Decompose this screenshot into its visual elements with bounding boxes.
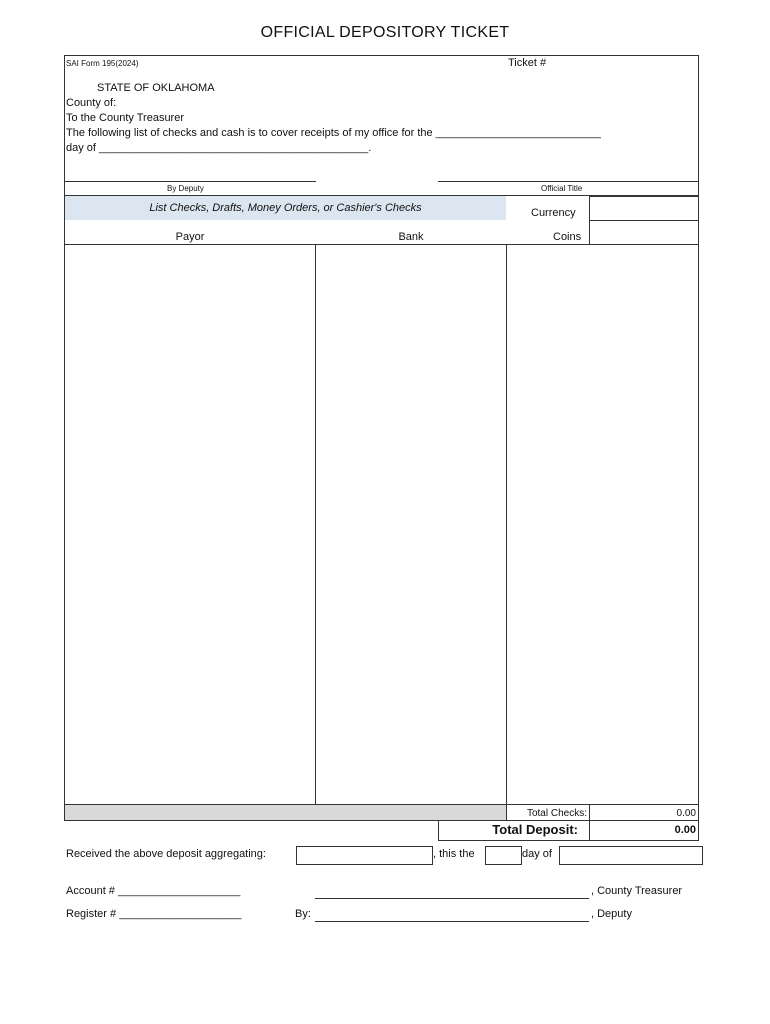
column-header-payor: Payor [175, 231, 205, 243]
by-label: By: [295, 908, 311, 920]
list-instructions-text: List Checks, Drafts, Money Orders, or Cashier's Checks [149, 202, 422, 214]
official-title-label: Official Title [541, 184, 583, 193]
currency-label: Currency [531, 207, 576, 219]
county-treasurer-signature-line[interactable] [315, 898, 589, 899]
county-treasurer-label: , County Treasurer [591, 885, 683, 897]
ticket-number-label: Ticket # [508, 57, 547, 69]
column-header-bank: Bank [398, 231, 424, 243]
by-deputy-label: By Deputy [167, 184, 204, 193]
coins-label: Coins [553, 231, 582, 243]
total-deposit-label: Total Deposit: [492, 822, 578, 837]
state-name: STATE OF OKLAHOMA [97, 82, 215, 94]
list-instructions-banner [65, 196, 506, 220]
amount-column-entries[interactable] [507, 244, 699, 804]
county-label: County of: [66, 97, 117, 109]
page-title: OFFICIAL DEPOSITORY TICKET [260, 24, 510, 41]
form-id: SAI Form 195(2024) [66, 59, 139, 68]
bank-column-entries[interactable] [316, 244, 506, 804]
deputy-signature-bottom-line[interactable] [315, 921, 589, 922]
total-checks-value: 0.00 [676, 808, 696, 819]
statement-line-1: The following list of checks and cash is to cover receipts of my office for the ___________________________ [66, 127, 601, 139]
register-number-label: Register # ____________________ [66, 908, 242, 920]
account-number-label: Account # ____________________ [66, 885, 241, 897]
currency-field[interactable] [589, 196, 699, 221]
payor-column-entries[interactable] [64, 244, 315, 804]
official-title-line[interactable] [438, 181, 699, 182]
deputy-signature-line[interactable] [64, 181, 316, 182]
statement-line-2: day of ____________________________________________. [66, 142, 372, 154]
received-label: Received the above deposit aggregating: [66, 848, 266, 860]
totals-grey-band [65, 805, 506, 820]
total-checks-label: Total Checks: [526, 808, 587, 819]
aggregate-amount-field[interactable] [296, 846, 433, 865]
month-field[interactable] [559, 846, 703, 865]
day-number-field[interactable] [485, 846, 522, 865]
this-the-label: , this the [433, 848, 475, 860]
coins-field[interactable] [589, 220, 699, 245]
deputy-label: , Deputy [591, 908, 632, 920]
total-deposit-value: 0.00 [674, 824, 696, 836]
day-of-label: day of [522, 848, 552, 860]
addressee: To the County Treasurer [66, 112, 185, 124]
